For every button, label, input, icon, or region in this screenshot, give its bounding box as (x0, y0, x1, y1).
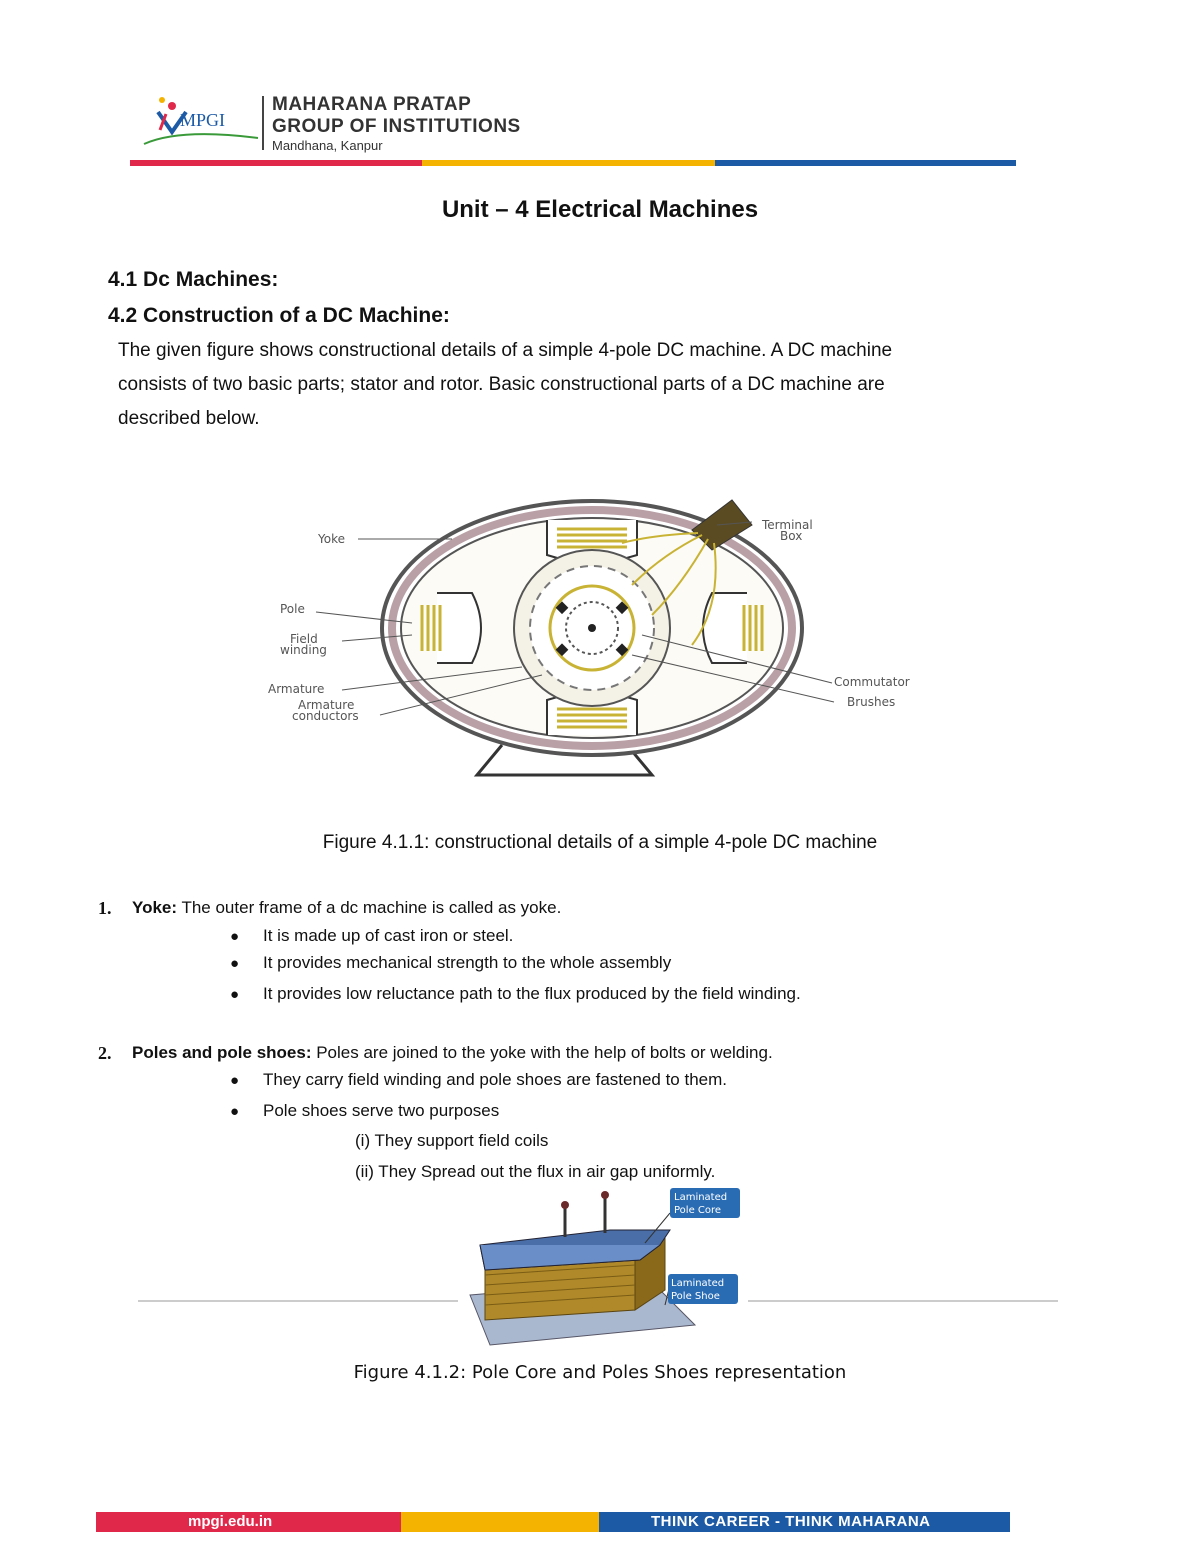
institution-location: Mandhana, Kanpur (272, 138, 383, 153)
section-heading-4-2: 4.2 Construction of a DC Machine: (108, 304, 450, 327)
intro-line: consists of two basic parts; stator and rotor. Basic constructional parts of a DC machine are (118, 374, 885, 395)
label-laminated-pole-core: Pole Core (674, 1205, 722, 1216)
list-item-text: The outer frame of a dc machine is called as yoke. (177, 898, 562, 917)
list-item-yoke (132, 898, 561, 918)
logo-text: MPGI (180, 110, 226, 130)
bullet-item: It provides mechanical strength to the whole assembly (263, 953, 672, 972)
label-field-winding: Field (290, 632, 318, 646)
label-field-winding: winding (280, 643, 327, 657)
footer-bar-yellow (401, 1512, 599, 1532)
footer-bar-red (96, 1512, 401, 1532)
sub-item (355, 1162, 715, 1182)
bullet-icon: ● (230, 1103, 240, 1120)
label-commutator: Commutator (834, 675, 910, 689)
label-terminal-box: Box (780, 529, 803, 543)
figure-caption-1: Figure 4.1.1: constructional details of a simple 4-pole DC machine (322, 832, 878, 853)
sub-item-marker: (i) (355, 1131, 371, 1150)
footer-tagline: THINK CAREER - THINK MAHARANA (651, 1513, 931, 1530)
bullet-item: They carry field winding and pole shoes are fastened to them. (263, 1070, 727, 1089)
list-number: 2. (98, 1043, 112, 1063)
horizontal-rule (138, 1300, 458, 1302)
header-divider (262, 96, 264, 150)
bullet-icon: ● (230, 986, 240, 1003)
intro-paragraph (118, 334, 1018, 436)
header-bar-blue (715, 160, 1016, 166)
label-armature-conductors: Armature (298, 698, 355, 712)
institution-name-line1: MAHARANA PRATAP (272, 94, 472, 115)
intro-line: The given figure shows constructional details of a simple 4-pole DC machine. A DC machine (118, 340, 893, 361)
bullet-item: Pole shoes serve two purposes (263, 1101, 500, 1120)
bullet-item: It provides low reluctance path to the flux produced by the field winding. (263, 984, 801, 1003)
list-item-heading: Yoke: (132, 898, 178, 917)
list-item-text: Poles are joined to the yoke with the help of bolts or welding. (311, 1043, 773, 1062)
label-brushes: Brushes (847, 695, 896, 709)
label-laminated-pole-shoe: Laminated (671, 1278, 725, 1289)
footer-bar-blue (599, 1512, 1010, 1532)
label-laminated-pole-core: Laminated (674, 1192, 728, 1203)
header-bar-red (130, 160, 422, 166)
figure-caption-2: Figure 4.1.2: Pole Core and Poles Shoes representation (353, 1362, 847, 1383)
list-item-heading: Poles and pole shoes: (132, 1043, 312, 1062)
sub-item (355, 1131, 548, 1151)
footer-bar (96, 1512, 1010, 1532)
sub-item-marker: (ii) (355, 1162, 374, 1181)
label-pole: Pole (280, 602, 305, 616)
list-number: 1. (98, 898, 112, 918)
section-heading-4-1: 4.1 Dc Machines: (108, 268, 279, 291)
label-armature-conductors: conductors (292, 709, 359, 723)
sub-item-text: They support field coils (370, 1131, 549, 1150)
header-bar-yellow (422, 160, 714, 166)
pole-core-diagram (450, 1185, 750, 1350)
footer-url: mpgi.edu.in (188, 1513, 273, 1530)
header-color-bar (130, 160, 1016, 166)
label-yoke: Yoke (318, 532, 345, 546)
label-terminal-box: Terminal (762, 518, 813, 532)
institution-name-line2: GROUP OF INSTITUTIONS (272, 116, 521, 137)
label-armature: Armature (268, 682, 325, 696)
institution-logo (140, 92, 260, 154)
list-item-poles (132, 1043, 773, 1063)
bullet-icon: ● (230, 955, 240, 972)
horizontal-rule (748, 1300, 1058, 1302)
bullet-icon: ● (230, 928, 240, 945)
sub-item-text: They Spread out the flux in air gap uniformly. (373, 1162, 716, 1181)
bullet-item: It is made up of cast iron or steel. (263, 926, 514, 945)
dc-machine-diagram (262, 495, 942, 785)
label-laminated-pole-shoe: Pole Shoe (671, 1291, 720, 1302)
intro-line: described below. (118, 408, 260, 429)
page-title: Unit – 4 Electrical Machines (441, 196, 759, 223)
bullet-icon: ● (230, 1072, 240, 1089)
